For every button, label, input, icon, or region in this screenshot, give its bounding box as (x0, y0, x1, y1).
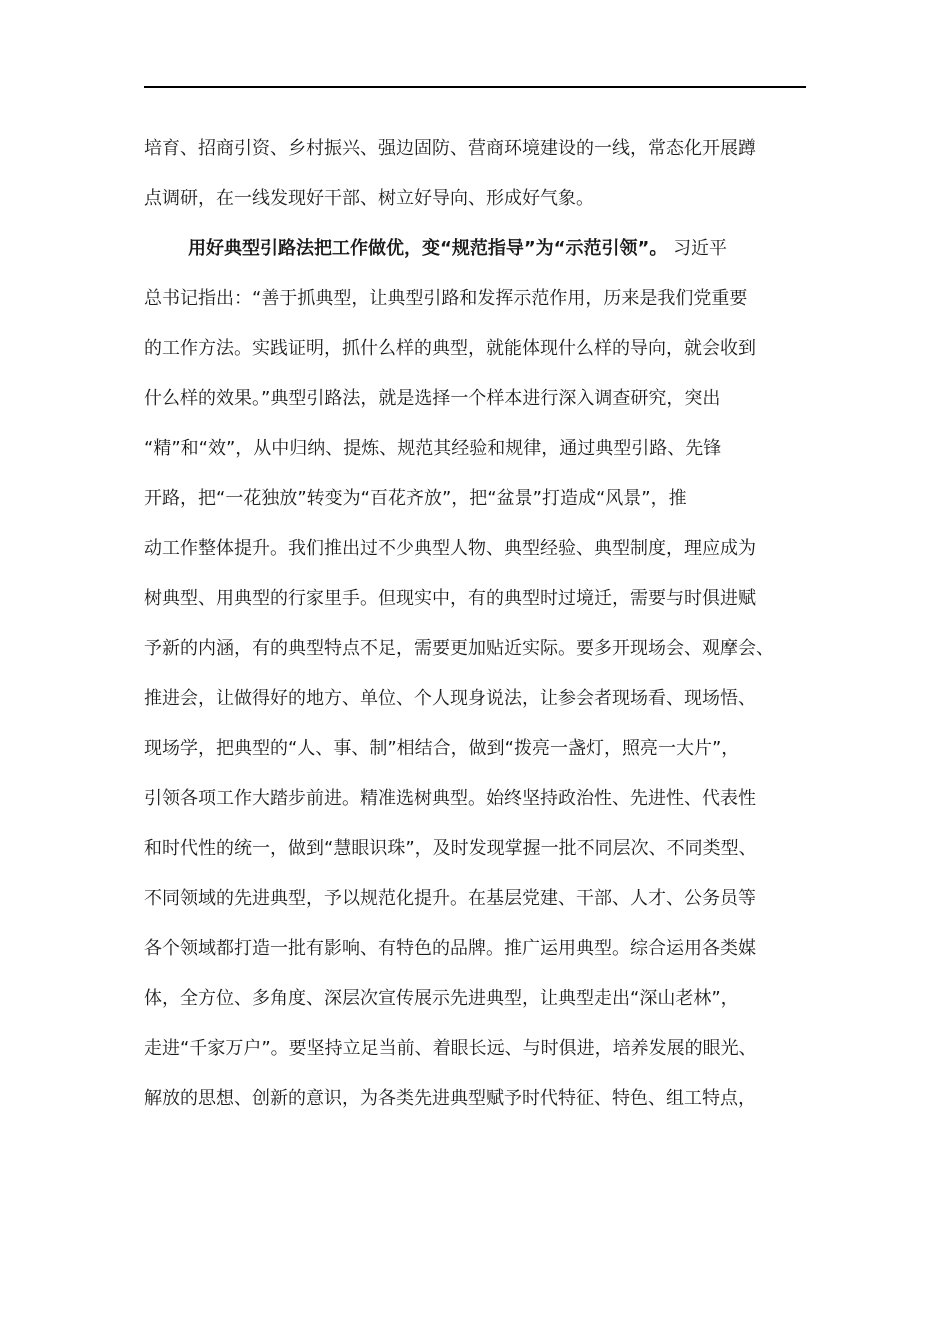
text-line: 推进会，让做得好的地方、单位、个人现身说法，让参会者现场看、现场悟、 (144, 688, 756, 709)
body-text (144, 124, 806, 1124)
text-line: 不同领域的先进典型，予以规范化提升。在基层党建、干部、人才、公务员等 (144, 888, 756, 909)
text-line: 树典型、用典型的行家里手。但现实中，有的典型时过境迁，需要与时俱进赋 (144, 588, 756, 609)
text-line: 总书记指出：“善于抓典型，让典型引路和发挥示范作用，历来是我们党重要 (144, 288, 748, 309)
text-line: 解放的思想、创新的意识，为各类先进典型赋予时代特征、特色、组工特点， (144, 1088, 756, 1109)
section-heading: 用好典型引路法把工作做优，变“规范指导”为“示范引领”。 (188, 238, 668, 259)
heading-continuation: 习近平 (673, 238, 728, 259)
text-line: 引领各项工作大踏步前进。精准选树典型。始终坚持政治性、先进性、代表性 (144, 788, 756, 809)
text-line: 培育、招商引资、乡村振兴、强边固防、营商环境建设的一线，常态化开展蹲 (144, 138, 756, 159)
text-line: 什么样的效果。”典型引路法，就是选择一个样本进行深入调查研究，突出 (144, 388, 721, 409)
text-line: “精”和“效”，从中归纳、提炼、规范其经验和规律，通过典型引路、先锋 (144, 438, 722, 459)
text-line: 和时代性的统一，做到“慧眼识珠”，及时发现掌握一批不同层次、不同类型、 (144, 838, 757, 859)
text-line: 的工作方法。实践证明，抓什么样的典型，就能体现什么样的导向，就会收到 (144, 338, 756, 359)
text-line: 动工作整体提升。我们推出过不少典型人物、典型经验、典型制度，理应成为 (144, 538, 756, 559)
header-rule (144, 86, 806, 88)
text-line: 开路，把“一花独放”转变为“百花齐放”，把“盆景”打造成“风景”，推 (144, 488, 687, 509)
text-line: 点调研，在一线发现好干部、树立好导向、形成好气象。 (144, 188, 594, 209)
text-line: 现场学，把典型的“人、事、制”相结合，做到“拨亮一盏灯，照亮一大片”， (144, 738, 740, 759)
section-heading-line (144, 224, 806, 274)
text-line: 各个领域都打造一批有影响、有特色的品牌。推广运用典型。综合运用各类媒 (144, 938, 756, 959)
text-line: 予新的内涵，有的典型特点不足，需要更加贴近实际。要多开现场会、观摩会、 (144, 638, 774, 659)
text-line: 走进“千家万户”。要坚持立足当前、着眼长远、与时俱进，培养发展的眼光、 (144, 1038, 757, 1059)
text-line: 体，全方位、多角度、深层次宣传展示先进典型，让典型走出“深山老林”， (144, 988, 739, 1009)
